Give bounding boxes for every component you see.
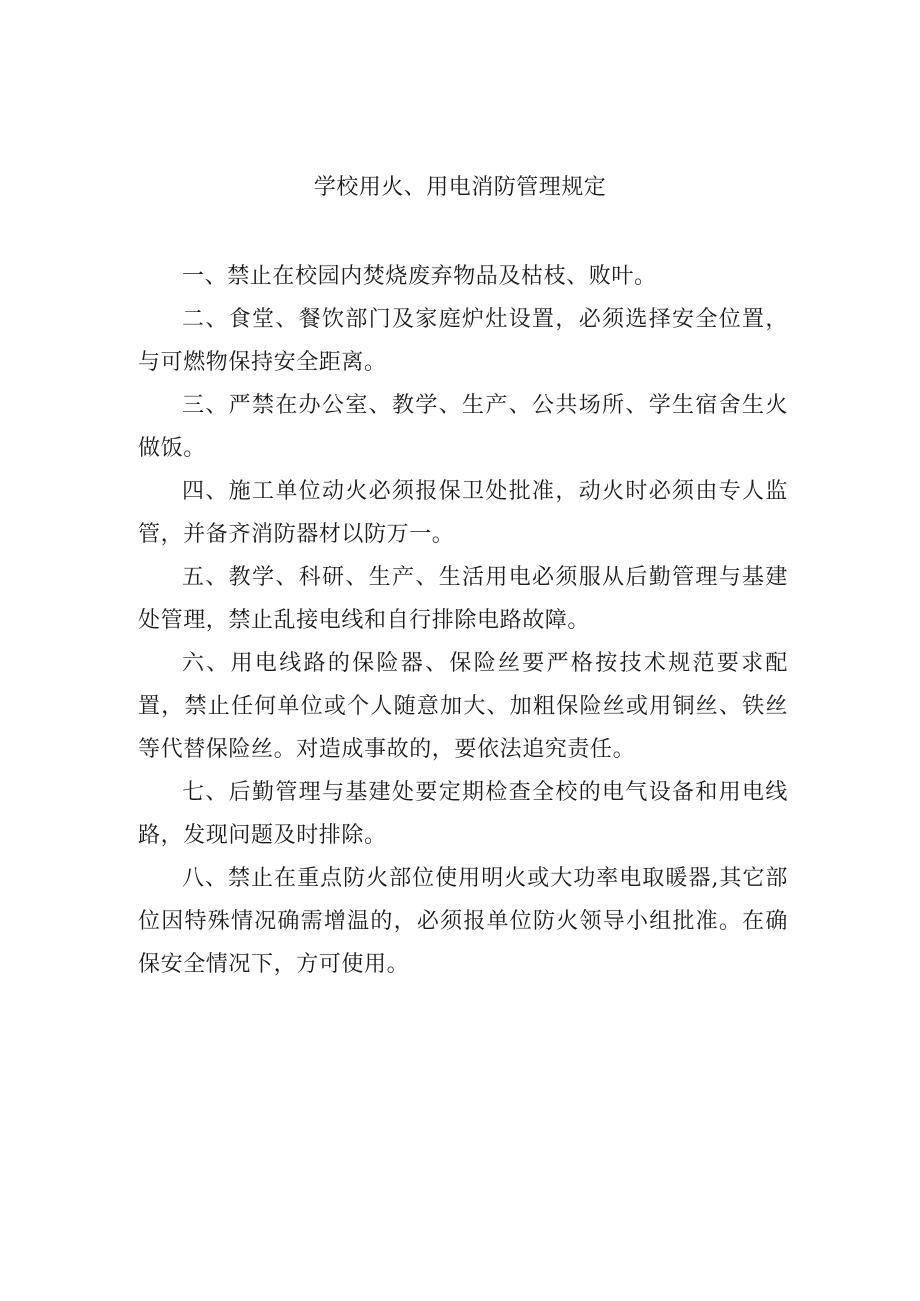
regulation-paragraph-8: 八、禁止在重点防火部位使用明火或大功率电取暖器,其它部位因特殊情况确需增温的，必须报单位防火领导小组批准。在确保安全情况下，方可使用。 [138, 866, 788, 977]
document-body [138, 255, 788, 986]
regulation-paragraph-3: 三、严禁在办公室、教学、生产、公共场所、学生宿舍生火做饭。 [138, 393, 788, 461]
regulation-paragraph-5: 五、教学、科研、生产、生活用电必须服从后勤管理与基建处管理，禁止乱接电线和自行排除电路故障。 [138, 565, 788, 633]
regulation-paragraph-4: 四、施工单位动火必须报保卫处批准，动火时必须由专人监管，并备齐消防器材以防万一。 [138, 479, 788, 547]
regulation-paragraph-6: 六、用电线路的保险器、保险丝要严格按技术规范要求配置，禁止任何单位或个人随意加大、加粗保险丝或用铜丝、铁丝等代替保险丝。对造成事故的，要依法追究责任。 [138, 651, 788, 762]
document-title: 学校用火、用电消防管理规定 [313, 175, 607, 200]
regulation-paragraph-1: 一、禁止在校园内焚烧废弃物品及枯枝、败叶。 [182, 264, 657, 289]
regulation-paragraph-2: 二、食堂、餐饮部门及家庭炉灶设置，必须选择安全位置，与可燃物保持安全距离。 [138, 307, 788, 375]
regulation-paragraph-7: 七、后勤管理与基建处要定期检查全校的电气设备和用电线路，发现问题及时排除。 [138, 780, 788, 848]
